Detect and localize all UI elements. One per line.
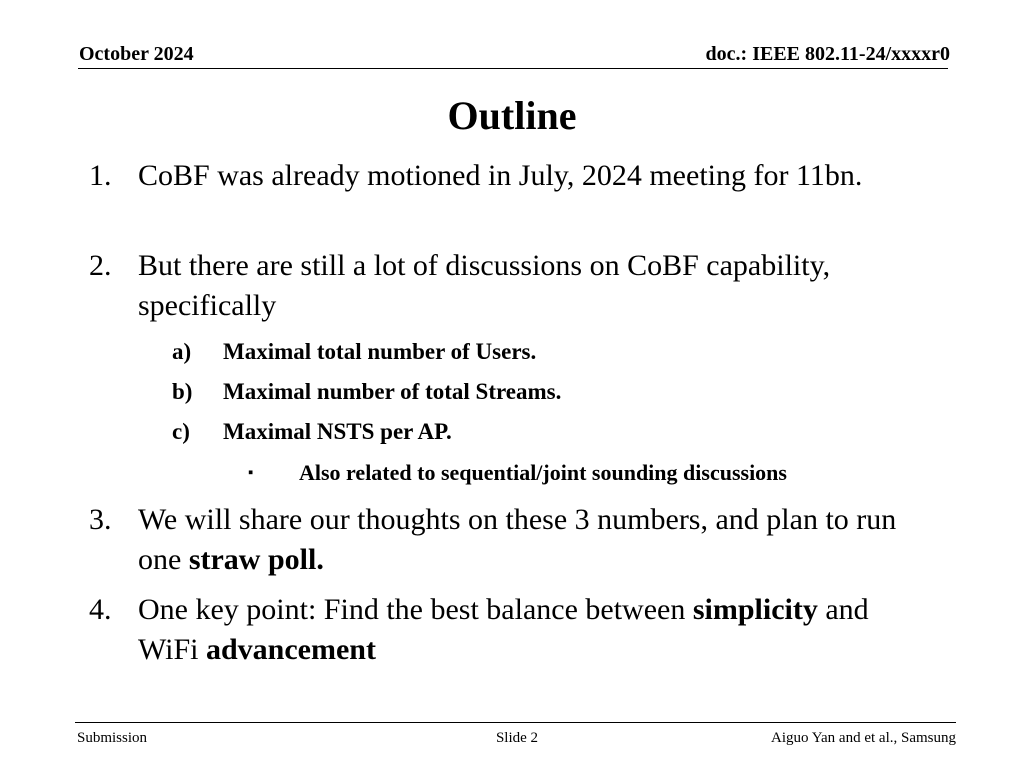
- list-item: [89, 590, 919, 670]
- list-item-number: 2.: [89, 249, 112, 282]
- list-item-text: [138, 500, 919, 580]
- sub-list-item-text: Maximal total number of Users.: [223, 339, 537, 364]
- list-item-text: But there are still a lot of discussions on CoBF capability, specifically: [138, 249, 831, 322]
- list-item: [89, 156, 919, 196]
- sub-list-item-text: Maximal number of total Streams.: [223, 379, 562, 404]
- footer-submission: Submission: [77, 730, 148, 746]
- slide-title: Outline: [447, 93, 577, 138]
- list-item-text-bold: advancement: [205, 633, 376, 666]
- list-item-text-plain: One key point: Find the best balance between: [138, 593, 693, 626]
- list-item-number: 4.: [89, 593, 112, 626]
- header-date: October 2024: [79, 43, 194, 65]
- list-item-number: 1.: [89, 159, 112, 192]
- sub-list-item-letter: a): [172, 339, 192, 364]
- list-item-number: 3.: [89, 503, 112, 536]
- list-item-text-bold: straw poll.: [188, 543, 324, 576]
- footer-author: Aiguo Yan and et al., Samsung: [771, 730, 956, 746]
- footer-slide-number: Slide 2: [495, 730, 539, 746]
- list-item-text: [138, 590, 919, 670]
- header-divider: [78, 68, 948, 69]
- square-bullet-icon: ▪: [248, 465, 254, 481]
- list-item: [89, 500, 919, 580]
- list-item: [89, 246, 919, 326]
- sub-list-item-letter: b): [172, 379, 193, 404]
- list-item-text: CoBF was already motioned in July, 2024 meeting for 11bn.: [138, 159, 863, 192]
- list-item-text-plain: and WiFi: [138, 593, 869, 666]
- sub-list-item-text: Maximal NSTS per AP.: [223, 419, 452, 444]
- header-doc-id: doc.: IEEE 802.11-24/xxxxr0: [705, 43, 950, 65]
- sub-list-item-letter: c): [172, 419, 190, 444]
- footer-divider: [75, 722, 956, 723]
- sub-bullet-text: Also related to sequential/joint sounding discussions: [299, 460, 787, 485]
- list-item-text-bold: simplicity: [692, 593, 818, 626]
- list-item-text-plain: We will share our thoughts on these 3 numbers, and plan to run one: [138, 503, 897, 576]
